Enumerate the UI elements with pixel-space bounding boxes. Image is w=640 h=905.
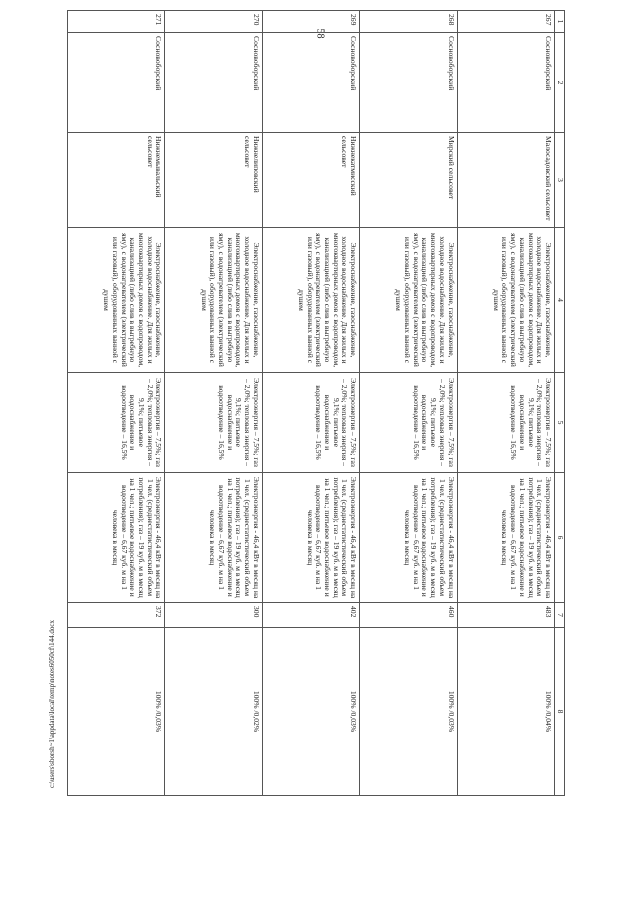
council-cell: Малосадовский сельсовет <box>457 133 554 228</box>
district-cell: Сосновоборский <box>68 33 165 133</box>
share-cell: 100% /0,03% <box>68 628 165 796</box>
row-number: 270 <box>165 11 262 33</box>
header-cell: 1 <box>555 11 565 33</box>
norms-cell: Электроэнергия - 46,4 кВт в месяц на 1 чел. (среднестатистический объем потребления); газ – 19 куб. м в месяц на 1 чел.; питьевое водоснабжение и водоотведение – 6,67 куб. м на 1 человека в месяц <box>360 473 457 603</box>
row-number: 271 <box>68 11 165 33</box>
persons-cell: 372 <box>68 603 165 628</box>
footer-area <box>42 520 54 900</box>
district-cell: Сосновоборский <box>165 33 262 133</box>
norms-cell: Электроэнергия - 46,4 кВт в месяц на 1 чел. (среднестатистический объем потребления); газ – 19 куб. м в месяц на 1 чел.; питьевое водоснабжение и водоотведение – 6,67 куб. м на 1 человека в месяц <box>68 473 165 603</box>
council-cell: Нижнекатмисский сельсовет <box>262 133 359 228</box>
table-row <box>457 11 554 796</box>
district-cell: Сосновоборский <box>360 33 457 133</box>
header-cell: 3 <box>555 133 565 228</box>
district-cell: Сосновоборский <box>457 33 554 133</box>
header-cell: 6 <box>555 473 565 603</box>
council-cell: Мирский сельсовет <box>360 133 457 228</box>
table-row <box>165 11 262 796</box>
header-cell: 2 <box>555 33 565 133</box>
rotated-table-sheet <box>67 10 565 795</box>
header-row <box>555 11 565 796</box>
footer-path: c:\users\sborsh~1\appdata\local\temp\notes6050cf\144.docx <box>48 619 56 789</box>
data-table <box>67 10 565 796</box>
share-cell: 100% /0,02% <box>165 628 262 796</box>
services-cell: Электроснабжение, газоснабжение, холодное водоснабжение. Для жилых и многоквартирных домов с водопроводом, канализацией (либо слив в выгребную яму), с водонагревателем (электрический или газовый), оборудованных ванной с душем <box>457 228 554 373</box>
council-cell: Нижнемывальский сельсовет <box>68 133 165 228</box>
services-cell: Электроснабжение, газоснабжение, холодное водоснабжение. Для жилых и многоквартирных домов с водопроводом, канализацией (либо слив в выгребную яму), с водонагревателем (электрический или газовый), оборудованных ванной с душем <box>68 228 165 373</box>
persons-cell: 300 <box>165 603 262 628</box>
table-row <box>360 11 457 796</box>
table-row <box>68 11 165 796</box>
table-row <box>262 11 359 796</box>
growth-cell: Электроэнергия – 7,5%; газ – 2,0%; тепловая энергия – 9,1%; питьевое водоснабжение и водоотведение – 16,5% <box>68 373 165 473</box>
services-cell: Электроснабжение, газоснабжение, холодное водоснабжение. Для жилых и многоквартирных домов с водопроводом, канализацией (либо слив в выгребную яму), с водонагревателем (электрический или газовый), оборудованных ванной с душем <box>360 228 457 373</box>
row-number: 269 <box>262 11 359 33</box>
persons-cell: 402 <box>262 603 359 628</box>
norms-cell: Электроэнергия - 46,4 кВт в месяц на 1 чел. (среднестатистический объем потребления); газ – 19 куб. м в месяц на 1 чел.; питьевое водоснабжение и водоотведение – 6,67 куб. м на 1 человека в месяц <box>165 473 262 603</box>
row-number: 268 <box>360 11 457 33</box>
share-cell: 100% /0,03% <box>262 628 359 796</box>
growth-cell: Электроэнергия – 7,5%; газ – 2,0%; тепловая энергия – 9,1%; питьевое водоснабжение и водоотведение – 16,5% <box>165 373 262 473</box>
header-cell: 4 <box>555 228 565 373</box>
services-cell: Электроснабжение, газоснабжение, холодное водоснабжение. Для жилых и многоквартирных домов с водопроводом, канализацией (либо слив в выгребную яму), с водонагревателем (электрический или газовый), оборудованных ванной с душем <box>165 228 262 373</box>
header-cell: 8 <box>555 628 565 796</box>
district-cell: Сосновоборский <box>262 33 359 133</box>
growth-cell: Электроэнергия – 7,5%; газ – 2,0%; тепловая энергия – 9,1%; питьевое водоснабжение и водоотведение – 16,5% <box>262 373 359 473</box>
council-cell: Нижнелиповский сельсовет <box>165 133 262 228</box>
share-cell: 100% /0,03% <box>360 628 457 796</box>
persons-cell: 483 <box>457 603 554 628</box>
header-cell: 7 <box>555 603 565 628</box>
share-cell: 100% /0,04% <box>457 628 554 796</box>
persons-cell: 460 <box>360 603 457 628</box>
norms-cell: Электроэнергия - 46,4 кВт в месяц на 1 чел. (среднестатистический объем потребления); газ – 19 куб. м в месяц на 1 чел.; питьевое водоснабжение и водоотведение – 6,67 куб. м на 1 человека в месяц <box>457 473 554 603</box>
header-cell: 5 <box>555 373 565 473</box>
services-cell: Электроснабжение, газоснабжение, холодное водоснабжение. Для жилых и многоквартирных домов с водопроводом, канализацией (либо слив в выгребную яму), с водонагревателем (электрический или газовый), оборудованных ванной с душем <box>262 228 359 373</box>
page-number: 58 <box>314 28 326 39</box>
growth-cell: Электроэнергия – 7,5%; газ – 2,0%; тепловая энергия – 9,1%; питьевое водоснабжение и водоотведение – 16,5% <box>457 373 554 473</box>
growth-cell: Электроэнергия – 7,5%; газ – 2,0%; тепловая энергия – 9,1%; питьевое водоснабжение и водоотведение – 16,5% <box>360 373 457 473</box>
norms-cell: Электроэнергия - 46,4 кВт в месяц на 1 чел. (среднестатистический объем потребления); газ – 19 куб. м в месяц на 1 чел.; питьевое водоснабжение и водоотведение – 6,67 куб. м на 1 человека в месяц <box>262 473 359 603</box>
row-number: 267 <box>457 11 554 33</box>
